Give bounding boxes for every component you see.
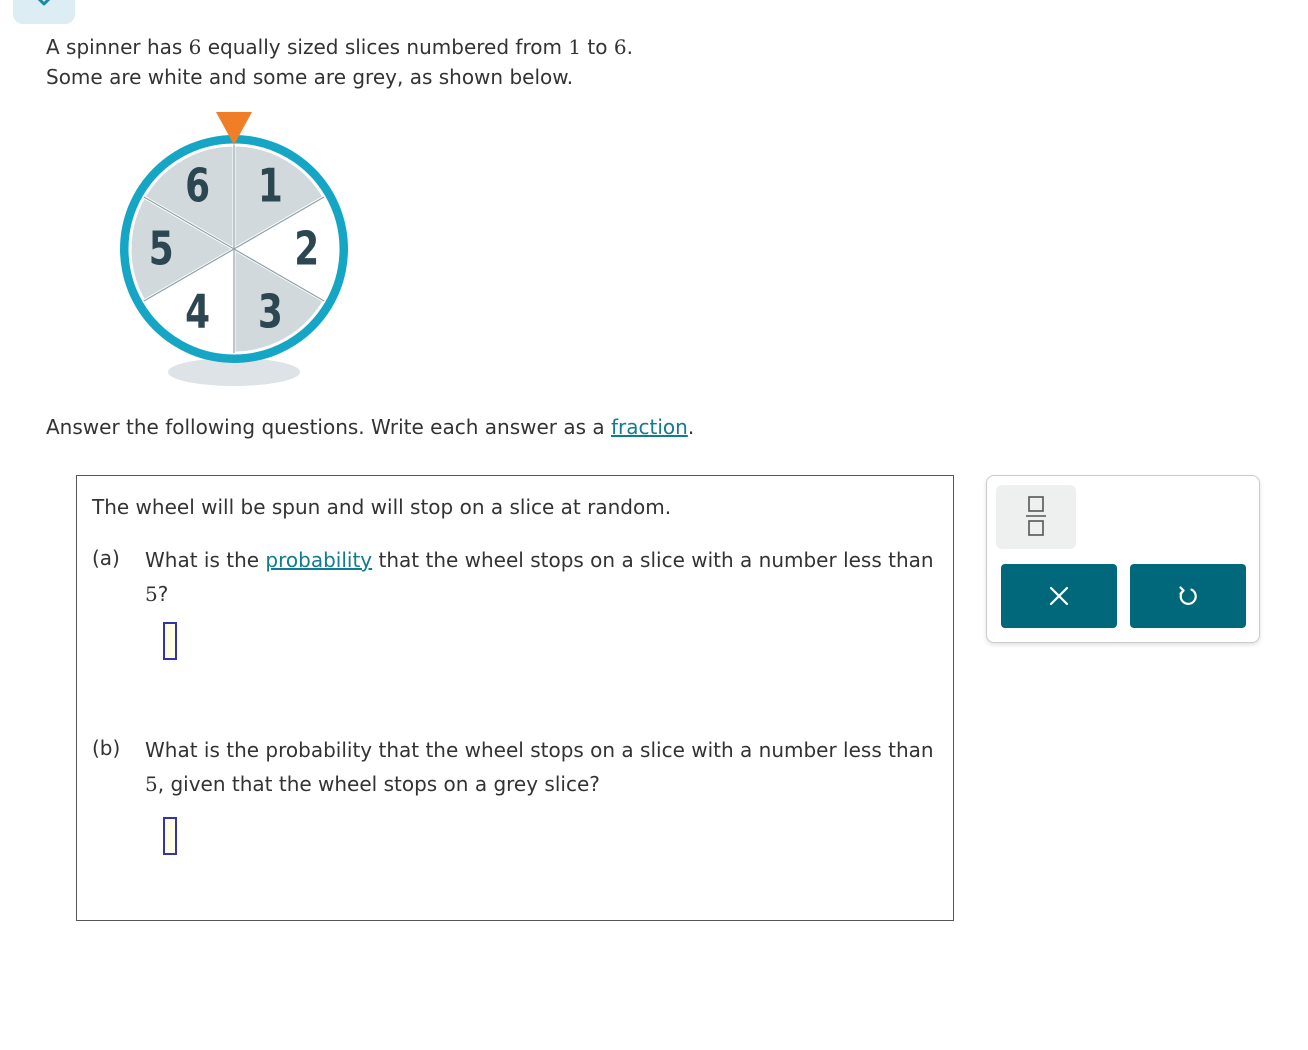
clear-button[interactable] xyxy=(1001,564,1117,628)
spinner-figure xyxy=(100,108,370,393)
instruction-text: Answer the following questions. Write each answer as a fraction. xyxy=(46,415,695,439)
part-a-label: (a) xyxy=(92,546,120,570)
part-a-question: What is the probability that the wheel stops on a slice with a number less than 5? xyxy=(145,548,934,606)
spinner-number-1: 1 xyxy=(257,159,283,213)
probability-link[interactable]: probability xyxy=(265,548,373,572)
fraction-template-icon xyxy=(1026,495,1046,537)
part-b-label: (b) xyxy=(92,736,121,760)
part-b-question: What is the probability that the wheel stops on a slice with a number less than 5, given that the wheel stops on a grey slice? xyxy=(145,738,934,796)
answer-b-input[interactable] xyxy=(163,817,177,855)
spinner-number-5: 5 xyxy=(148,222,174,276)
collapse-toggle-button[interactable] xyxy=(13,0,75,24)
problem-intro xyxy=(46,32,633,92)
fraction-link[interactable]: fraction xyxy=(611,415,688,439)
intro-line-2: Some are white and some are grey, as shown below. xyxy=(46,65,574,89)
spinner-number-2: 2 xyxy=(294,222,320,276)
answer-a-input[interactable] xyxy=(163,622,177,660)
undo-button[interactable] xyxy=(1130,564,1246,628)
intro-line-1: A spinner has 6 equally sized slices numbered from 1 to 6. xyxy=(46,35,633,59)
spinner-wheel xyxy=(120,112,348,386)
question-intro: The wheel will be spun and will stop on a slice at random. xyxy=(92,495,672,519)
chevron-down-icon xyxy=(32,0,56,10)
spinner-number-4: 4 xyxy=(185,285,211,339)
spinner-number-3: 3 xyxy=(257,285,283,339)
question-box xyxy=(76,475,954,921)
spinner-number-6: 6 xyxy=(185,159,211,213)
fraction-template-button[interactable] xyxy=(996,485,1076,549)
close-icon xyxy=(1048,585,1070,607)
answer-toolbar xyxy=(986,475,1260,643)
undo-icon xyxy=(1177,585,1199,607)
